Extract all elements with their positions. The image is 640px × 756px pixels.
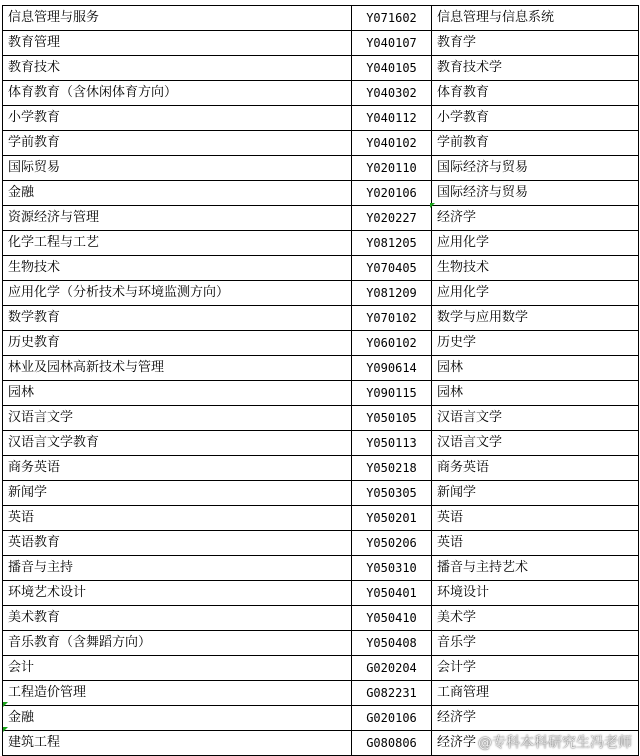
table-row <box>3 231 639 256</box>
table-row <box>3 356 639 381</box>
major-code-cell[interactable]: Y040105 <box>352 56 432 81</box>
major-name-cell[interactable]: 数学教育 <box>3 306 352 331</box>
related-major-cell[interactable]: 经济学 <box>432 706 639 731</box>
major-code-cell[interactable]: G080806 <box>352 731 432 756</box>
related-major-cell[interactable]: 音乐学 <box>432 631 639 656</box>
major-name-cell[interactable]: 英语 <box>3 506 352 531</box>
related-major-cell[interactable]: 应用化学 <box>432 281 639 306</box>
major-name-cell[interactable]: 金融 <box>3 706 352 731</box>
major-code-cell[interactable]: Y050206 <box>352 531 432 556</box>
major-code-cell[interactable]: Y090614 <box>352 356 432 381</box>
major-code-cell[interactable]: Y071602 <box>352 6 432 31</box>
major-code-cell[interactable]: Y050105 <box>352 406 432 431</box>
related-major-cell[interactable]: 教育技术学 <box>432 56 639 81</box>
major-name-cell[interactable]: 教育技术 <box>3 56 352 81</box>
major-code-cell[interactable]: Y050201 <box>352 506 432 531</box>
major-code-cell[interactable]: Y050305 <box>352 481 432 506</box>
major-name-cell[interactable]: 小学教育 <box>3 106 352 131</box>
table-row <box>3 306 639 331</box>
major-name-cell[interactable]: 历史教育 <box>3 331 352 356</box>
related-major-cell[interactable]: 信息管理与信息系统 <box>432 6 639 31</box>
major-code-cell[interactable]: Y081205 <box>352 231 432 256</box>
major-name-cell[interactable]: 播音与主持 <box>3 556 352 581</box>
related-major-cell[interactable]: 汉语言文学 <box>432 406 639 431</box>
cell-marker-icon <box>3 702 8 707</box>
major-code-cell[interactable]: G020204 <box>352 656 432 681</box>
related-major-cell[interactable]: 生物技术 <box>432 256 639 281</box>
related-major-cell[interactable]: 国际经济与贸易 <box>432 156 639 181</box>
major-name-cell[interactable]: 学前教育 <box>3 131 352 156</box>
related-major-cell[interactable]: 新闻学 <box>432 481 639 506</box>
table-row <box>3 456 639 481</box>
major-code-cell[interactable]: Y020227 <box>352 206 432 231</box>
cell-marker-icon <box>3 727 8 732</box>
major-name-cell[interactable]: 体育教育（含休闲体育方向） <box>3 81 352 106</box>
major-name-cell[interactable]: 国际贸易 <box>3 156 352 181</box>
major-code-cell[interactable]: Y050218 <box>352 456 432 481</box>
major-name-cell[interactable]: 园林 <box>3 381 352 406</box>
related-major-cell[interactable]: 园林 <box>432 381 639 406</box>
major-name-cell[interactable]: 资源经济与管理 <box>3 206 352 231</box>
table-row <box>3 56 639 81</box>
related-major-cell[interactable]: 学前教育 <box>432 131 639 156</box>
watermark-text: @专科本科研究生冯老师 <box>478 735 632 751</box>
related-major-cell[interactable]: 工商管理 <box>432 681 639 706</box>
table-row <box>3 581 639 606</box>
table-row <box>3 31 639 56</box>
major-code-cell[interactable]: Y050408 <box>352 631 432 656</box>
major-code-cell[interactable]: Y020106 <box>352 181 432 206</box>
major-name-cell[interactable]: 金融 <box>3 181 352 206</box>
related-major-cell[interactable]: 经济学 <box>432 731 639 756</box>
table-row <box>3 681 639 706</box>
major-name-cell[interactable]: 信息管理与服务 <box>3 6 352 31</box>
table-row <box>3 556 639 581</box>
table-row <box>3 706 639 731</box>
related-major-cell[interactable]: 英语 <box>432 531 639 556</box>
major-code-cell[interactable]: G082231 <box>352 681 432 706</box>
related-major-cell[interactable]: 美术学 <box>432 606 639 631</box>
related-major-cell[interactable]: 商务英语 <box>432 456 639 481</box>
major-code-cell[interactable]: Y020110 <box>352 156 432 181</box>
major-name-cell[interactable]: 商务英语 <box>3 456 352 481</box>
major-name-cell[interactable]: 汉语言文学 <box>3 406 352 431</box>
major-name-cell[interactable]: 化学工程与工艺 <box>3 231 352 256</box>
major-code-cell[interactable]: Y040302 <box>352 81 432 106</box>
table-row <box>3 181 639 206</box>
related-major-cell[interactable]: 英语 <box>432 506 639 531</box>
major-name-cell[interactable]: 英语教育 <box>3 531 352 556</box>
table-row <box>3 406 639 431</box>
table-row <box>3 506 639 531</box>
table-row <box>3 381 639 406</box>
related-major-cell[interactable]: 汉语言文学 <box>432 431 639 456</box>
major-code-cell[interactable]: G020106 <box>352 706 432 731</box>
major-name-cell[interactable]: 应用化学（分析技术与环境监测方向） <box>3 281 352 306</box>
table-row <box>3 331 639 356</box>
table-row <box>3 656 639 681</box>
related-major-cell[interactable]: 应用化学 <box>432 231 639 256</box>
major-code-cell[interactable]: Y040102 <box>352 131 432 156</box>
major-name-cell[interactable]: 建筑工程 <box>3 731 352 756</box>
major-name-cell[interactable]: 新闻学 <box>3 481 352 506</box>
table-row <box>3 6 639 31</box>
major-code-cell[interactable]: Y050310 <box>352 556 432 581</box>
table-body <box>3 6 639 756</box>
major-name-cell[interactable]: 汉语言文学教育 <box>3 431 352 456</box>
related-major-cell[interactable]: 小学教育 <box>432 106 639 131</box>
related-major-cell[interactable]: 国际经济与贸易 <box>432 181 639 206</box>
table-row <box>3 631 639 656</box>
related-major-cell[interactable]: 经济学 <box>432 206 639 231</box>
major-name-cell[interactable]: 林业及园林高新技术与管理 <box>3 356 352 381</box>
related-major-cell[interactable]: 园林 <box>432 356 639 381</box>
major-code-cell[interactable]: Y050113 <box>352 431 432 456</box>
major-code-cell[interactable]: Y090115 <box>352 381 432 406</box>
related-major-cell[interactable]: 会计学 <box>432 656 639 681</box>
related-major-cell[interactable]: 环境设计 <box>432 581 639 606</box>
major-code-cell[interactable]: Y050401 <box>352 581 432 606</box>
major-name-cell[interactable]: 会计 <box>3 656 352 681</box>
table-row <box>3 206 639 231</box>
table-row <box>3 281 639 306</box>
table-row <box>3 81 639 106</box>
major-code-cell[interactable]: Y070102 <box>352 306 432 331</box>
related-major-cell[interactable]: 体育教育 <box>432 81 639 106</box>
table-row <box>3 156 639 181</box>
table-row <box>3 131 639 156</box>
table-row <box>3 606 639 631</box>
major-code-cell[interactable]: Y070405 <box>352 256 432 281</box>
table-row <box>3 481 639 506</box>
related-major-cell[interactable]: 历史学 <box>432 331 639 356</box>
major-name-cell[interactable]: 教育管理 <box>3 31 352 56</box>
related-major-cell[interactable]: 播音与主持艺术 <box>432 556 639 581</box>
table-row <box>3 531 639 556</box>
major-mapping-table <box>2 5 639 756</box>
major-name-cell[interactable]: 工程造价管理 <box>3 681 352 706</box>
major-name-cell[interactable]: 环境艺术设计 <box>3 581 352 606</box>
major-name-cell[interactable]: 生物技术 <box>3 256 352 281</box>
major-code-cell[interactable]: Y060102 <box>352 331 432 356</box>
major-code-cell[interactable]: Y040107 <box>352 31 432 56</box>
table-row <box>3 431 639 456</box>
major-name-cell[interactable]: 美术教育 <box>3 606 352 631</box>
cell-marker-icon <box>430 203 435 208</box>
table-row <box>3 256 639 281</box>
table-row <box>3 106 639 131</box>
major-code-cell[interactable]: Y081209 <box>352 281 432 306</box>
major-code-cell[interactable]: Y040112 <box>352 106 432 131</box>
related-major-cell[interactable]: 数学与应用数学 <box>432 306 639 331</box>
major-code-cell[interactable]: Y050410 <box>352 606 432 631</box>
major-name-cell[interactable]: 音乐教育（含舞蹈方向） <box>3 631 352 656</box>
related-major-cell[interactable]: 教育学 <box>432 31 639 56</box>
